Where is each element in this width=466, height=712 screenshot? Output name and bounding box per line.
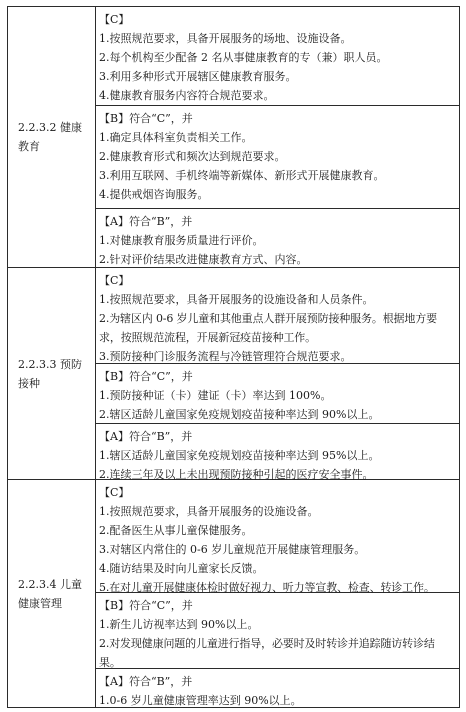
grade-b-cell <box>96 364 459 424</box>
criterion-item: 4.提供戒烟咨询服务。 <box>99 188 209 201</box>
grade-b-heading: 【B】符合“C”，并 <box>99 112 193 125</box>
criterion-item: 2.连续三年及以上未出现预防接种引起的医疗安全事件。 <box>99 468 374 481</box>
section-health-education <box>8 7 459 268</box>
grade-c-cell <box>96 268 459 364</box>
criterion-item: 1.新生儿访视率达到 90%以上。 <box>99 618 259 631</box>
criterion-item: 1.辖区适龄儿童国家免疫规划疫苗接种率达到 95%以上。 <box>99 449 380 462</box>
grade-a-heading: 【A】符合“B”，并 <box>99 675 193 688</box>
criterion-item: 1.按照规范要求，具备开展服务的设施设备和人员条件。 <box>99 293 374 306</box>
criterion-item: 2.每个机构至少配备 2 名从事健康教育的专（兼）职人员。 <box>99 51 388 64</box>
grade-c-cell <box>96 480 459 593</box>
grade-cells <box>96 480 459 707</box>
section-vaccination <box>8 268 459 480</box>
grade-c-cell <box>96 7 459 106</box>
criterion-item: 1.0-6 岁儿童健康管理率达到 90%以上。 <box>99 694 302 707</box>
grade-c-heading: 【C】 <box>99 274 130 287</box>
section-label: 2.2.3.2 健康教育 <box>8 7 96 267</box>
criterion-item: 2.配备医生从事儿童保健服务。 <box>99 524 253 537</box>
grade-c-heading: 【C】 <box>99 486 130 499</box>
criterion-item: 2.针对评价结果改进健康教育方式、内容。 <box>99 253 308 266</box>
section-label: 2.2.3.3 预防接种 <box>8 268 96 479</box>
criterion-item: 5.在对儿童开展健康体检时做好视力、听力等宣教、检查、转诊工作。 <box>99 581 435 594</box>
criterion-item: 2.辖区适龄儿童国家免疫规划疫苗接种率达到 90%以上。 <box>99 408 380 421</box>
grade-a-cell <box>96 209 459 268</box>
grade-a-cell <box>96 669 459 707</box>
grade-b-heading: 【B】符合“C”，并 <box>99 599 193 612</box>
grade-c-heading: 【C】 <box>99 13 130 26</box>
grade-b-heading: 【B】符合“C”，并 <box>99 370 193 383</box>
criterion-item: 4.健康教育服务内容符合规范要求。 <box>99 89 275 102</box>
standards-table <box>7 6 460 708</box>
grade-b-cell <box>96 106 459 209</box>
grade-cells <box>96 268 459 479</box>
grade-a-heading: 【A】符合“B”，并 <box>99 430 193 443</box>
grade-b-cell <box>96 593 459 669</box>
section-label: 2.2.3.4 儿童健康管理 <box>8 480 96 707</box>
criterion-item: 3.利用多种形式开展辖区健康教育服务。 <box>99 70 297 83</box>
criterion-item: 1.确定具体科室负责相关工作。 <box>99 131 253 144</box>
criterion-item: 3.对辖区内常住的 0-6 岁儿童规范开展健康管理服务。 <box>99 543 366 556</box>
criterion-item: 1.对健康教育服务质量进行评价。 <box>99 234 264 247</box>
criterion-item: 2.健康教育形式和频次达到规范要求。 <box>99 150 286 163</box>
criterion-item: 4.随访结果及时向儿童家长反馈。 <box>99 562 264 575</box>
criterion-item: 3.利用互联网、手机终端等新媒体、新形式开展健康教育。 <box>99 169 385 182</box>
grade-cells <box>96 7 459 267</box>
criterion-item: 1.按照规范要求，具备开展服务的场地、设施设备。 <box>99 32 352 45</box>
grade-a-cell <box>96 424 459 480</box>
criterion-item: 2.对发现健康问题的儿童进行指导，必要时及时转诊并追踪随访转诊结果。 <box>99 637 435 669</box>
criterion-item: 3.预防接种门诊服务流程与冷链管理符合规范要求。 <box>99 350 352 363</box>
criterion-item: 1.预防接种证（卡）建证（卡）率达到 100%。 <box>99 389 332 402</box>
grade-a-heading: 【A】符合“B”，并 <box>99 215 193 228</box>
criterion-item: 2.为辖区内 0-6 岁儿童和其他重点人群开展预防接种服务。根据地方要求，按照规范流程，开展新冠疫苗接种工作。 <box>99 312 437 344</box>
criterion-item: 1.按照规范要求，具备开展服务的设施设备。 <box>99 505 319 518</box>
section-child-health <box>8 480 459 707</box>
